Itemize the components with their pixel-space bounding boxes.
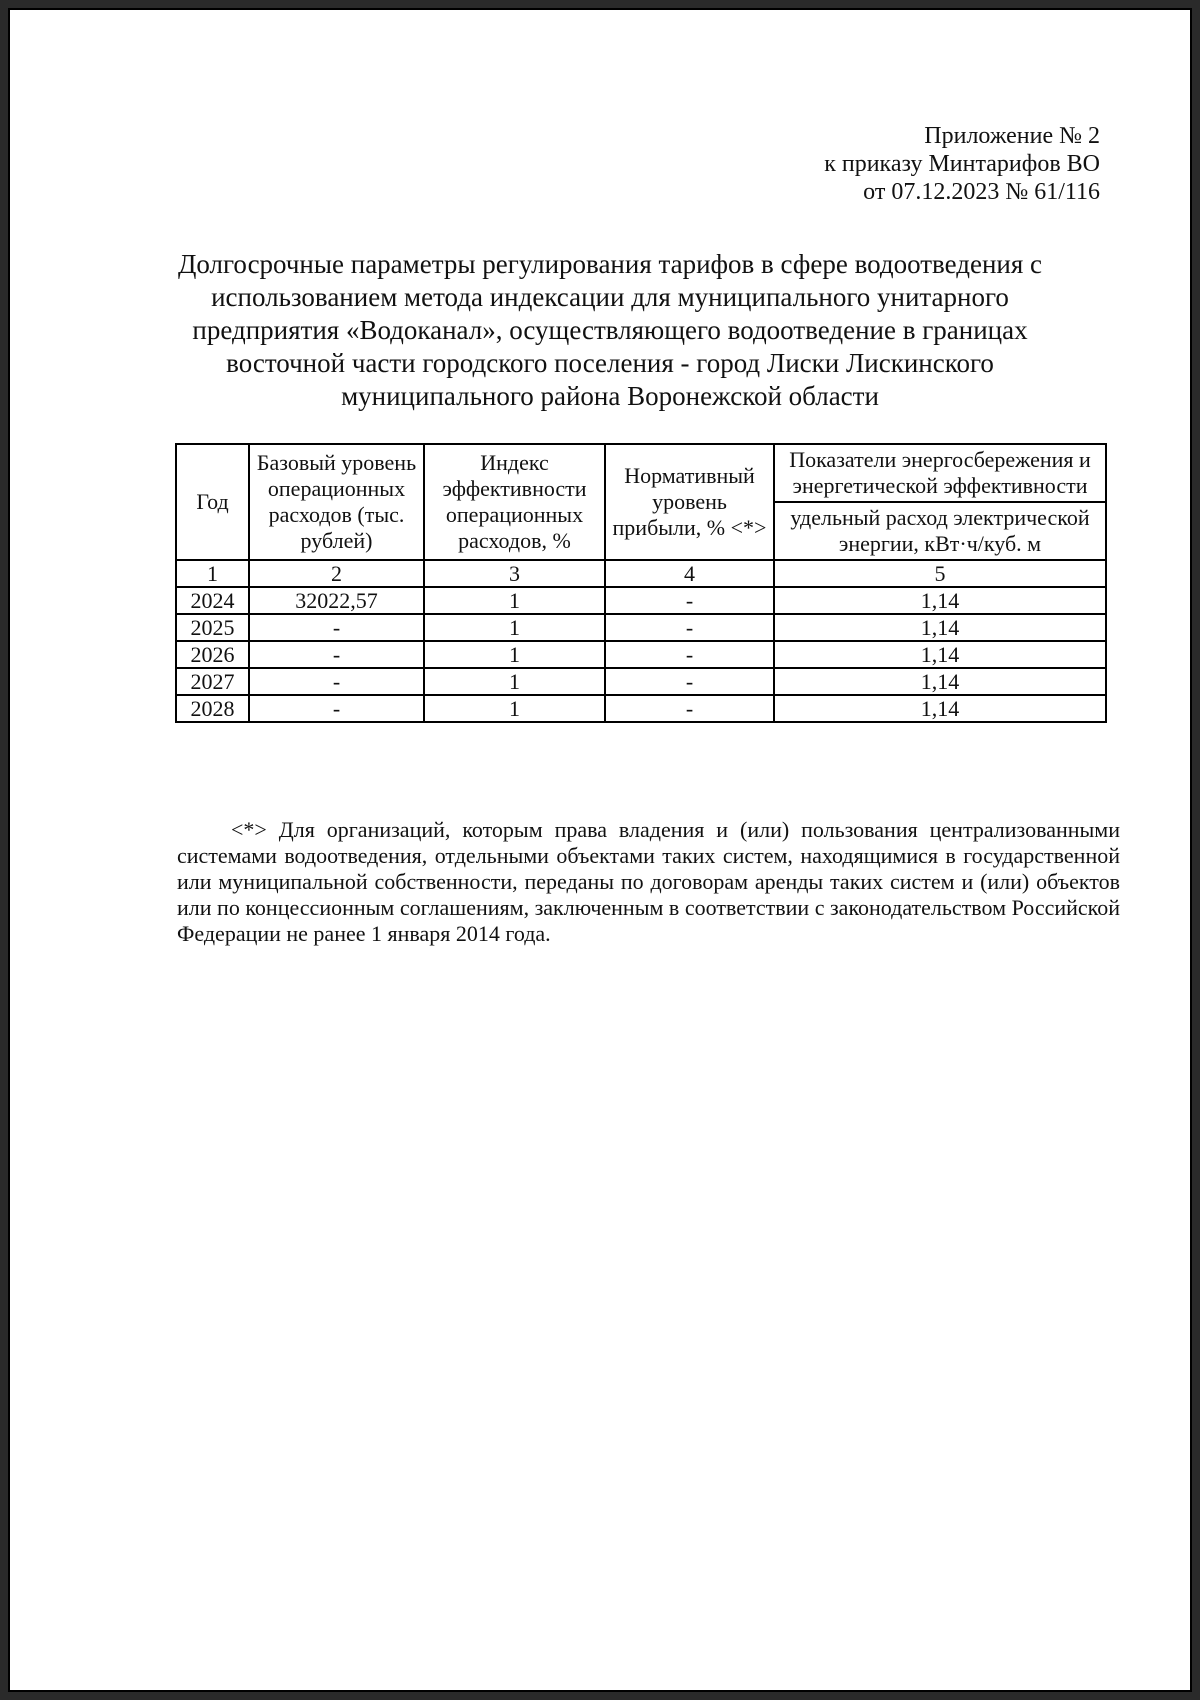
- document-title: Долгосрочные параметры регулирования тарифов в сфере водоотведения с использованием метода индексации для муниципального унитарного предприятия «Водоканал», осуществляющего водоотведение в границах восточной части городского поселения - город Лиски Лискинского муниципального района Воронежской области: [177, 249, 1043, 411]
- tariff-parameters-table: [175, 443, 1107, 723]
- header-energy-group: Показатели энергосбережения и энергетической эффективности: [774, 444, 1106, 502]
- cell-energy-consumption: 1,14: [774, 614, 1106, 641]
- column-number: 5: [774, 560, 1106, 587]
- table-row: [176, 641, 1106, 668]
- table-row: [176, 668, 1106, 695]
- table-row: [176, 695, 1106, 722]
- table-row: [176, 587, 1106, 614]
- order-reference: к приказу Минтарифов ВО: [824, 151, 1100, 177]
- column-number: 4: [605, 560, 774, 587]
- cell-energy-consumption: 1,14: [774, 668, 1106, 695]
- cell-energy-consumption: 1,14: [774, 641, 1106, 668]
- column-numbering-row: [176, 560, 1106, 587]
- column-number: 1: [176, 560, 249, 587]
- cell-efficiency-index: 1: [424, 695, 605, 722]
- cell-profit-level: -: [605, 641, 774, 668]
- column-number: 2: [249, 560, 424, 587]
- column-number: 3: [424, 560, 605, 587]
- document-page: [8, 8, 1192, 1692]
- cell-profit-level: -: [605, 668, 774, 695]
- cell-profit-level: -: [605, 614, 774, 641]
- appendix-number: Приложение № 2: [924, 123, 1100, 149]
- cell-year: 2025: [176, 614, 249, 641]
- cell-base-level: 32022,57: [249, 587, 424, 614]
- appendix-header: [824, 122, 1100, 206]
- cell-base-level: -: [249, 614, 424, 641]
- cell-base-level: -: [249, 668, 424, 695]
- header-year: Год: [176, 444, 249, 560]
- cell-efficiency-index: 1: [424, 614, 605, 641]
- cell-year: 2028: [176, 695, 249, 722]
- cell-year: 2024: [176, 587, 249, 614]
- cell-year: 2026: [176, 641, 249, 668]
- cell-energy-consumption: 1,14: [774, 587, 1106, 614]
- cell-base-level: -: [249, 695, 424, 722]
- cell-profit-level: -: [605, 695, 774, 722]
- footnote: <*> Для организаций, которым права владения и (или) пользования централизованными системами водоотведения, отдельными объектами таких систем, находящимися в государственной или муниципальной собственности, переданы по договорам аренды таких систем и (или) объектов или по концессионным соглашениям, заключенным в соответствии с законодательством Российской Федерации не ранее 1 января 2014 года.: [177, 817, 1120, 946]
- header-energy-consumption: удельный расход электрической энергии, кВт·ч/куб. м: [774, 502, 1106, 560]
- cell-efficiency-index: 1: [424, 641, 605, 668]
- header-efficiency-index: Индекс эффективности операционных расходов, %: [424, 444, 605, 560]
- cell-efficiency-index: 1: [424, 587, 605, 614]
- cell-year: 2027: [176, 668, 249, 695]
- order-date-number: от 07.12.2023 № 61/116: [863, 179, 1100, 205]
- header-base-level: Базовый уровень операционных расходов (тыс. рублей): [249, 444, 424, 560]
- header-profit-level: Нормативный уровень прибыли, % <*>: [605, 444, 774, 560]
- cell-base-level: -: [249, 641, 424, 668]
- table-row: [176, 614, 1106, 641]
- cell-efficiency-index: 1: [424, 668, 605, 695]
- cell-profit-level: -: [605, 587, 774, 614]
- cell-energy-consumption: 1,14: [774, 695, 1106, 722]
